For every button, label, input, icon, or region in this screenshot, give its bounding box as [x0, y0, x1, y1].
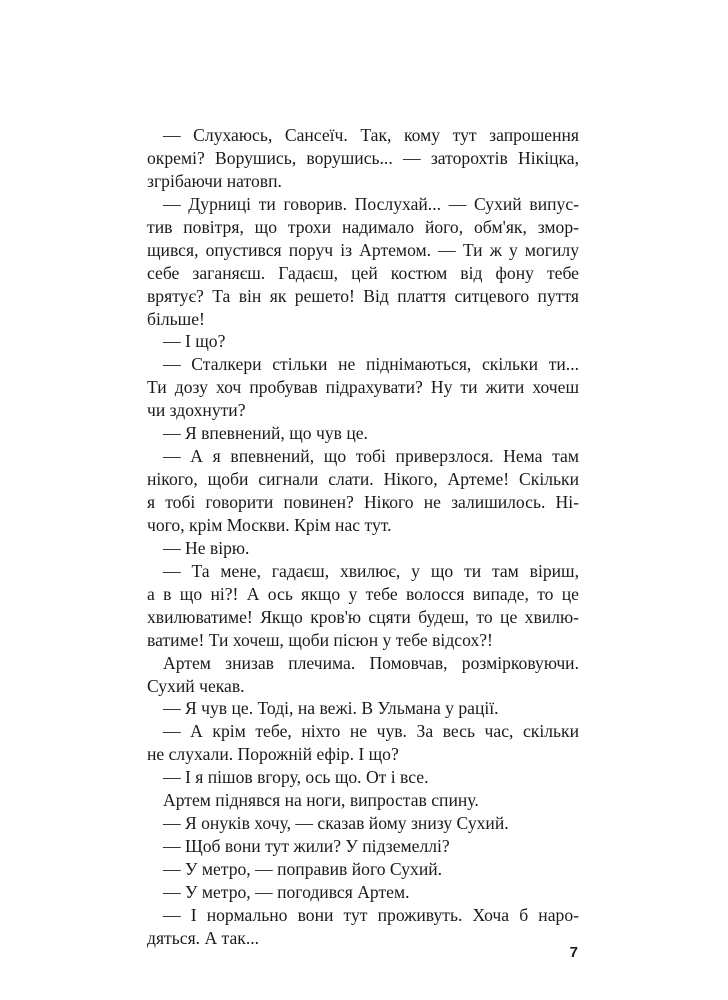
text-line: врятує? Та він як решето! Від плаття ситцевого пуття	[147, 285, 579, 306]
text-line: — А крім тебе, ніхто не чув. За весь час, скільки	[163, 721, 579, 742]
text-line: Ти дозу хоч пробував підрахувати? Ну ти жити хочеш	[147, 377, 579, 398]
text-line: — Не вірю.	[163, 537, 250, 558]
text-line: Сухий чекав.	[147, 675, 245, 696]
text-line: — І я пішов вгору, ось що. От і все.	[163, 767, 429, 788]
text-line: — А я впевнений, що тобі приверзлося. Нема там	[163, 446, 579, 467]
text-line: нікого, щоби сигнали слати. Нікого, Артеме! Скільки	[147, 469, 579, 490]
text-line: чого, крім Москви. Крім нас тут.	[147, 514, 392, 535]
text-line: Артем піднявся на ноги, випростав спину.	[163, 790, 479, 811]
page-number: 7	[569, 944, 578, 961]
text-line: — Я онуків хочу, — сказав йому знизу Сухий.	[163, 813, 509, 834]
text-line: дяться. А так...	[147, 927, 260, 948]
text-line: тив повітря, що трохи надимало його, обм'як, змор-	[147, 216, 579, 237]
text-line: — У метро, — погодився Артем.	[163, 881, 410, 902]
text-line: ватиме! Ти хочеш, щоби пісюн у тебе відсох?!	[147, 629, 493, 650]
text-line: хвилюватиме! Якщо кров'ю сцяти будеш, то це хвилю-	[147, 606, 579, 627]
text-line: — Щоб вони тут жили? У підземеллі?	[163, 836, 450, 857]
text-line: я тобі говорити повинен? Нікого не залишилось. Ні-	[147, 492, 579, 512]
text-line: — Я впевнений, що чув це.	[163, 423, 368, 444]
text-line: — Та мене, гадаєш, хвилює, у що ти там віриш,	[163, 560, 579, 581]
text-line: — Дурниці ти говорив. Послухай... — Сухий випус-	[163, 193, 579, 214]
text-line: окремі? Ворушись, ворушись... — заторохтів Нікіцка,	[147, 147, 579, 168]
text-line: щився, опустився поруч із Артемом. — Ти ж у могилу	[147, 239, 579, 260]
text-line: — Я чув це. Тоді, на вежі. В Ульмана у рації.	[163, 698, 499, 719]
text-line: — Сталкери стільки не піднімаються, скільки ти...	[163, 354, 579, 375]
page-text-block	[147, 124, 579, 950]
text-line: Артем знизав плечима. Помовчав, розмірковуючи.	[163, 652, 579, 673]
text-line: — І що?	[163, 331, 226, 352]
text-line: — У метро, — поправив його Сухий.	[163, 859, 443, 879]
text-line: — І нормально вони тут проживуть. Хоча б наро-	[163, 904, 579, 925]
text-line: не слухали. Порожній ефір. І що?	[147, 744, 399, 765]
text-line: — Слухаюсь, Сансеїч. Так, кому тут запрошення	[163, 125, 579, 145]
text-line: більше!	[147, 308, 205, 329]
text-line: чи здохнути?	[147, 400, 246, 421]
text-line: згрібаючи натовп.	[147, 170, 282, 191]
text-line: себе заганяєш. Гадаєш, цей костюм від фону тебе	[147, 262, 579, 283]
text-line: а в що ні?! А ось якщо у тебе волосся випаде, то це	[147, 583, 579, 604]
